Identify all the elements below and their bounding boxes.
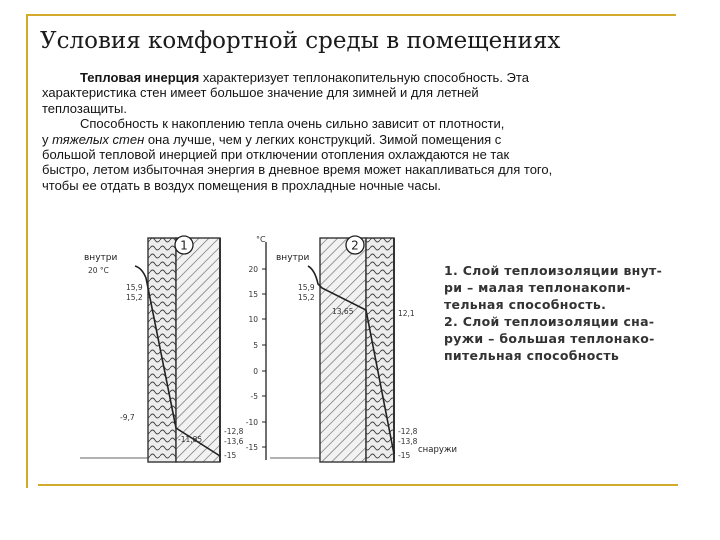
legend-line-2: ри – малая теплонакопи- [444, 280, 632, 295]
diagram-legend [444, 262, 662, 364]
axis-tick-20: 20 [248, 265, 258, 274]
wall1-insulation-layer [148, 238, 176, 462]
wall2-t-ins: 13,65 [332, 307, 354, 316]
legend-line-3: тельная способность. [444, 297, 607, 312]
slide-title: Условия комфортной среды в помещениях [40, 28, 561, 54]
axis-tick-minus15: -15 [245, 443, 258, 452]
legend-line-1: 1. Слой теплоизоляции внут- [444, 263, 663, 278]
wall1-number: 1 [180, 238, 188, 253]
frame-top-line [26, 14, 676, 16]
wall2-number: 2 [351, 238, 359, 253]
axis-tick-minus10: -10 [245, 418, 258, 427]
axis-unit: °C [256, 235, 266, 244]
wall1-t3: -12,8 [224, 427, 244, 436]
legend-line-5: ружи – большая теплонако- [444, 331, 655, 346]
term-thermal-inertia: Тепловая инерция [80, 70, 200, 85]
paragraph-2: Способность к накоплению тепла очень сильно зависит от плотности, у тяжелых стен она лучше, чем у легких конструкций. Зимой помещения с большой тепловой инерцией при отключении отопления охлаждаются не так быстро, летом избыточная энергия в дневное время может накапливаться для того, чтобы ее отдать в воздух помещения в прохладные ночные часы. [42, 116, 553, 193]
term-heavy-walls: тяжелых стен [52, 131, 145, 147]
wall1-t1: 15,9 [126, 283, 143, 292]
wall-temperature-diagram [80, 228, 458, 468]
legend-line-6: пительная способность [444, 348, 620, 363]
wall2-t4: -13,8 [398, 437, 418, 446]
wall1-t4: -13,6 [224, 437, 244, 446]
wall1-masonry-layer [176, 238, 220, 462]
wall1-t-out: -15 [224, 451, 237, 460]
frame-bottom-line [38, 484, 678, 486]
paragraph-1: Тепловая инерция характеризует теплонакопительную способность. Эта характеристика стен имеет большое значение для зимней и для летней теплозащиты. [42, 70, 529, 116]
wall2-masonry-layer [320, 238, 366, 462]
wall1-t-in: 20 °C [88, 266, 109, 275]
wall2-t-surf: 12,1 [398, 309, 415, 318]
wall2-t2: 15,2 [298, 293, 315, 302]
wall1-t-mid: -11,85 [178, 435, 203, 444]
wall2-inside-label: внутри [276, 253, 310, 263]
axis-tick-minus5: -5 [250, 392, 258, 401]
frame-vertical-line [26, 14, 28, 488]
wall2-t-out: -15 [398, 451, 411, 460]
axis-tick-0: 0 [253, 367, 258, 376]
axis-tick-10: 10 [248, 315, 258, 324]
legend-line-4: 2. Слой теплоизоляции сна- [444, 314, 655, 329]
wall2-t3: -12,8 [398, 427, 418, 436]
outside-label: снаружи [418, 445, 458, 455]
wall1-inside-label: внутри [84, 253, 118, 263]
wall2-t1: 15,9 [298, 283, 315, 292]
axis-tick-15: 15 [248, 290, 258, 299]
axis-tick-5: 5 [253, 341, 258, 350]
wall1-t-low: -9,7 [120, 413, 135, 422]
wall1-t2: 15,2 [126, 293, 143, 302]
body-text [42, 70, 682, 193]
